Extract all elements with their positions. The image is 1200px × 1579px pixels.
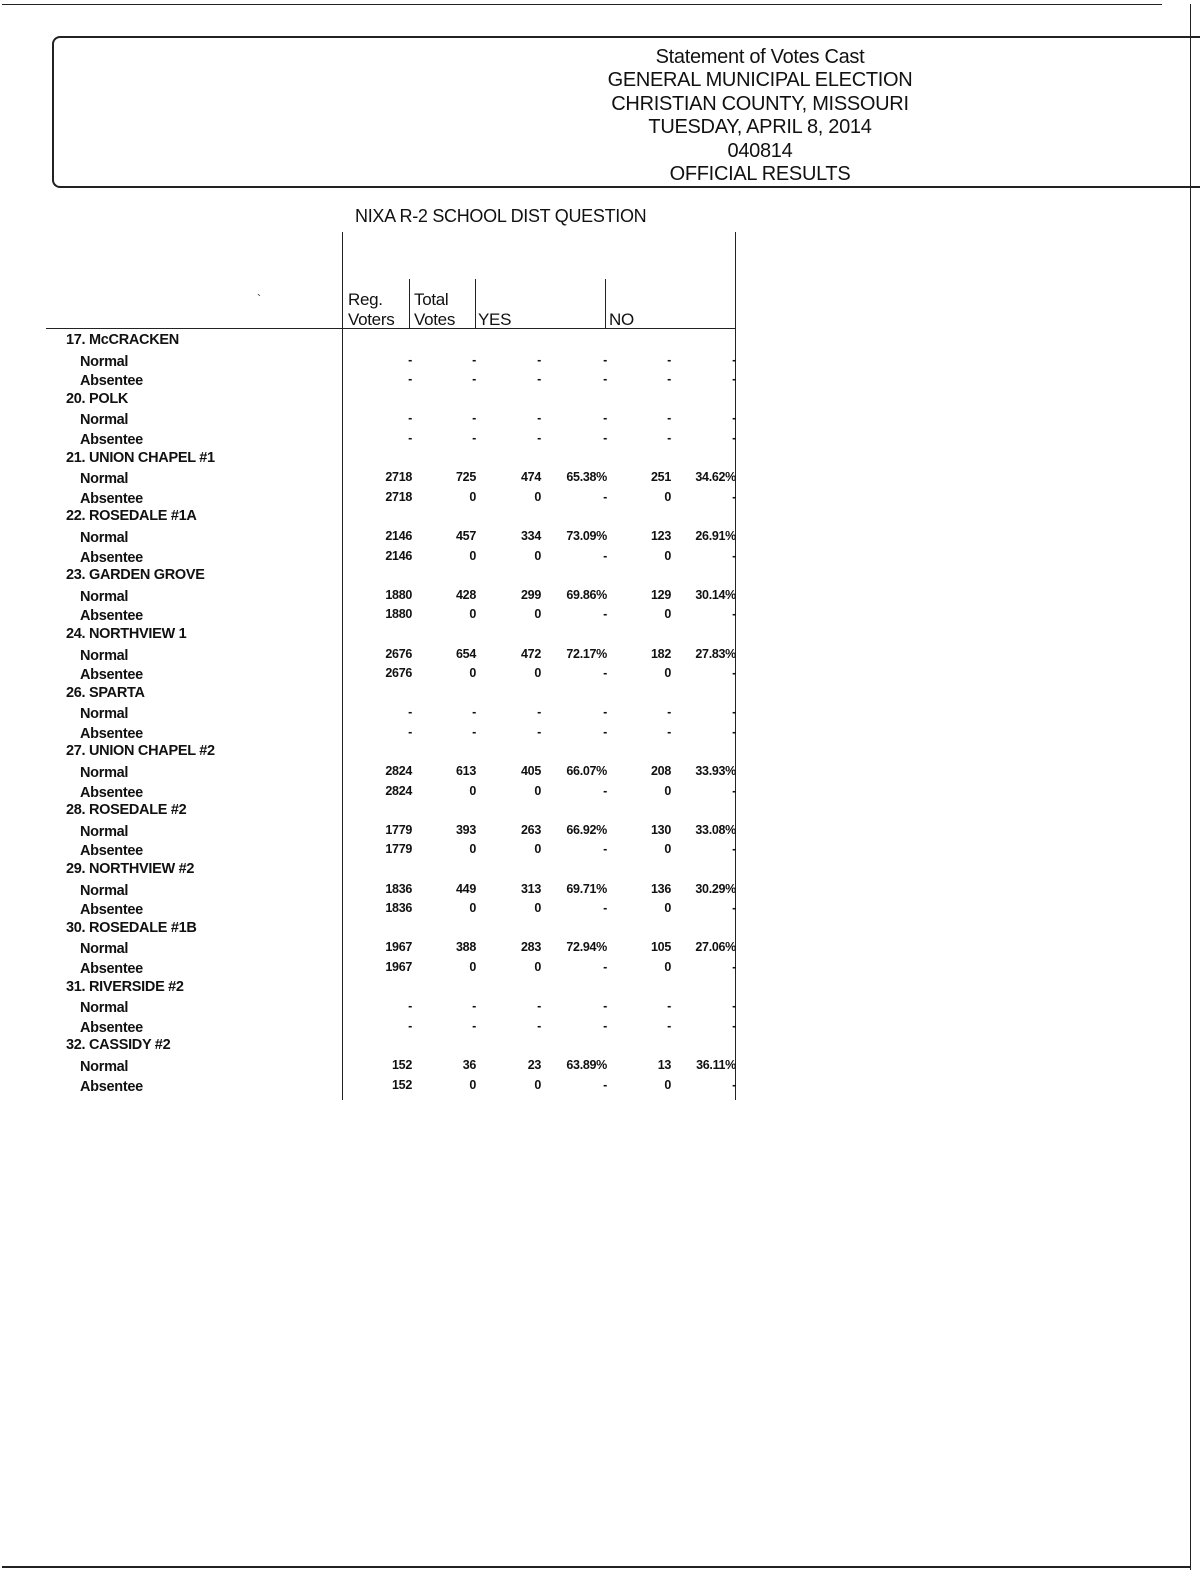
- normal-label: Normal: [80, 706, 129, 723]
- cell-no-votes: 129: [651, 587, 671, 602]
- absentee-row: [0, 664, 760, 684]
- precinct-name: 26. SPARTA: [66, 684, 145, 701]
- cell-yes-votes: 0: [534, 607, 541, 622]
- cell-no-percent: 33.93%: [695, 764, 736, 779]
- cell-no-votes: 0: [664, 666, 671, 681]
- cell-yes-percent: 73.09%: [566, 528, 607, 543]
- precinct-name: 31. RIVERSIDE #2: [66, 978, 184, 995]
- absentee-label: Absentee: [80, 608, 143, 625]
- normal-row: [0, 821, 760, 841]
- absentee-row: [0, 370, 760, 390]
- absentee-label: Absentee: [80, 373, 143, 390]
- normal-row: [0, 703, 760, 723]
- cell-no-votes: 251: [651, 470, 671, 485]
- cell-no-percent: -: [732, 724, 736, 739]
- cell-yes-votes: -: [537, 724, 541, 739]
- absentee-row: [0, 958, 760, 978]
- column-divider-reg: [409, 279, 410, 329]
- absentee-label: Absentee: [80, 667, 143, 684]
- column-header-reg-line1: Reg.: [348, 290, 383, 309]
- cell-total-votes: 388: [456, 940, 476, 955]
- cell-yes-votes: 0: [534, 783, 541, 798]
- cell-yes-votes: 0: [534, 666, 541, 681]
- cell-no-percent: -: [732, 411, 736, 426]
- page-right-border: [1190, 4, 1191, 1570]
- precinct-name: 30. ROSEDALE #1B: [66, 919, 197, 936]
- cell-reg-voters: 2718: [385, 470, 412, 485]
- cell-total-votes: 613: [456, 764, 476, 779]
- cell-yes-votes: 0: [534, 548, 541, 563]
- cell-no-votes: 130: [651, 822, 671, 837]
- cell-reg-voters: 2824: [385, 764, 412, 779]
- cell-yes-percent: 63.89%: [566, 1057, 607, 1072]
- absentee-label: Absentee: [80, 725, 143, 742]
- cell-no-votes: -: [667, 999, 671, 1014]
- cell-no-votes: 0: [664, 842, 671, 857]
- cell-no-percent: -: [732, 842, 736, 857]
- cell-no-percent: 26.91%: [695, 528, 736, 543]
- precinct-name: 23. GARDEN GROVE: [66, 567, 205, 584]
- cell-no-percent: -: [732, 999, 736, 1014]
- absentee-row: [0, 899, 760, 919]
- cell-no-percent: -: [732, 705, 736, 720]
- column-header-reg-voters: [348, 290, 394, 330]
- cell-no-votes: 136: [651, 881, 671, 896]
- cell-no-votes: -: [667, 411, 671, 426]
- cell-no-votes: 13: [657, 1057, 671, 1072]
- cell-no-percent: -: [732, 372, 736, 387]
- normal-row: [0, 938, 760, 958]
- cell-reg-voters: 2146: [385, 548, 412, 563]
- absentee-label: Absentee: [80, 902, 143, 919]
- cell-no-percent: -: [732, 352, 736, 367]
- cell-total-votes: 449: [456, 881, 476, 896]
- cell-reg-voters: 2718: [385, 489, 412, 504]
- cell-yes-votes: -: [537, 430, 541, 445]
- cell-total-votes: 36: [462, 1057, 476, 1072]
- column-header-reg-line2: Voters: [348, 310, 395, 329]
- normal-row: [0, 527, 760, 547]
- cell-no-votes: 0: [664, 548, 671, 563]
- cell-yes-votes: 283: [521, 940, 541, 955]
- cell-total-votes: 428: [456, 587, 476, 602]
- normal-label: Normal: [80, 529, 129, 546]
- cell-no-votes: 0: [664, 783, 671, 798]
- cell-yes-votes: -: [537, 411, 541, 426]
- cell-reg-voters: 1880: [385, 607, 412, 622]
- precinct-row: [0, 801, 760, 821]
- precinct-row: [0, 1036, 760, 1056]
- cell-yes-votes: 23: [527, 1057, 541, 1072]
- cell-total-votes: 0: [469, 489, 476, 504]
- cell-total-votes: 457: [456, 528, 476, 543]
- absentee-label: Absentee: [80, 784, 143, 801]
- absentee-row: [0, 429, 760, 449]
- cell-yes-votes: 472: [521, 646, 541, 661]
- cell-yes-percent: -: [603, 705, 607, 720]
- cell-total-votes: 0: [469, 960, 476, 974]
- cell-reg-voters: -: [408, 372, 412, 387]
- normal-label: Normal: [80, 471, 129, 488]
- cell-yes-votes: 0: [534, 1077, 541, 1092]
- cell-yes-percent: -: [603, 372, 607, 387]
- precinct-name: 29. NORTHVIEW #2: [66, 861, 195, 878]
- normal-row: [0, 645, 760, 665]
- cell-total-votes: -: [472, 724, 476, 739]
- cell-total-votes: 725: [456, 470, 476, 485]
- precinct-row: [0, 507, 760, 527]
- cell-yes-percent: 66.92%: [566, 822, 607, 837]
- cell-reg-voters: -: [408, 1018, 412, 1033]
- cell-yes-votes: 0: [534, 489, 541, 504]
- page-bottom-border: [2, 1566, 1190, 1568]
- absentee-row: [0, 1017, 760, 1037]
- cell-total-votes: -: [472, 1018, 476, 1033]
- cell-reg-voters: -: [408, 705, 412, 720]
- cell-reg-voters: -: [408, 430, 412, 445]
- absentee-label: Absentee: [80, 1019, 143, 1036]
- cell-yes-percent: -: [603, 1018, 607, 1033]
- cell-no-votes: 182: [651, 646, 671, 661]
- precinct-row: [0, 449, 760, 469]
- normal-label: Normal: [80, 1058, 129, 1075]
- cell-total-votes: -: [472, 411, 476, 426]
- cell-yes-votes: -: [537, 999, 541, 1014]
- normal-label: Normal: [80, 882, 129, 899]
- column-header-no: NO: [609, 310, 634, 329]
- cell-yes-percent: -: [603, 999, 607, 1014]
- column-header-total-line1: Total: [414, 290, 449, 309]
- cell-yes-votes: 0: [534, 901, 541, 916]
- precinct-name: 28. ROSEDALE #2: [66, 802, 187, 819]
- cell-yes-percent: -: [603, 724, 607, 739]
- cell-no-percent: 33.08%: [695, 822, 736, 837]
- cell-total-votes: 0: [469, 607, 476, 622]
- precinct-name: 32. CASSIDY #2: [66, 1037, 171, 1054]
- cell-yes-votes: 0: [534, 842, 541, 857]
- cell-no-votes: 0: [664, 901, 671, 916]
- cell-yes-votes: -: [537, 372, 541, 387]
- cell-yes-votes: 405: [521, 764, 541, 779]
- cell-total-votes: 0: [469, 548, 476, 563]
- header-line-code: 040814: [727, 139, 793, 162]
- cell-reg-voters: 1880: [385, 587, 412, 602]
- cell-no-votes: 0: [664, 607, 671, 622]
- cell-total-votes: 0: [469, 842, 476, 857]
- cell-no-percent: -: [732, 548, 736, 563]
- cell-no-votes: 0: [664, 960, 671, 974]
- cell-no-percent: -: [732, 1018, 736, 1033]
- cell-yes-percent: 72.17%: [566, 646, 607, 661]
- cell-no-percent: 34.62%: [695, 470, 736, 485]
- precinct-row: [0, 860, 760, 880]
- normal-row: [0, 880, 760, 900]
- precinct-name: 20. POLK: [66, 390, 129, 407]
- normal-label: Normal: [80, 353, 129, 370]
- cell-reg-voters: 2824: [385, 783, 412, 798]
- column-divider-total: [475, 279, 476, 329]
- cell-yes-votes: -: [537, 705, 541, 720]
- report-header: [560, 46, 960, 186]
- cell-yes-percent: -: [603, 548, 607, 563]
- normal-row: [0, 762, 760, 782]
- precinct-name: 24. NORTHVIEW 1: [66, 625, 187, 642]
- cell-yes-percent: -: [603, 430, 607, 445]
- cell-yes-percent: -: [603, 901, 607, 916]
- cell-yes-percent: -: [603, 960, 607, 974]
- cell-reg-voters: -: [408, 724, 412, 739]
- precinct-row: [0, 625, 760, 645]
- cell-no-percent: -: [732, 783, 736, 798]
- absentee-label: Absentee: [80, 431, 143, 448]
- cell-yes-percent: -: [603, 411, 607, 426]
- cell-yes-votes: 334: [521, 528, 541, 543]
- absentee-label: Absentee: [80, 549, 143, 566]
- cell-no-percent: -: [732, 1077, 736, 1092]
- cell-no-votes: -: [667, 372, 671, 387]
- cell-reg-voters: 1779: [385, 822, 412, 837]
- cell-total-votes: -: [472, 999, 476, 1014]
- cell-no-percent: -: [732, 960, 736, 974]
- cell-total-votes: 0: [469, 666, 476, 681]
- precinct-row: [0, 566, 760, 586]
- cell-yes-votes: -: [537, 1018, 541, 1033]
- cell-reg-voters: 1836: [385, 901, 412, 916]
- results-table: [0, 331, 760, 1095]
- cell-no-votes: -: [667, 724, 671, 739]
- cell-reg-voters: 152: [392, 1057, 412, 1072]
- precinct-row: [0, 331, 760, 351]
- header-line-election: GENERAL MUNICIPAL ELECTION: [607, 69, 913, 92]
- cell-no-votes: 208: [651, 764, 671, 779]
- stray-mark: `: [257, 292, 261, 306]
- cell-no-votes: -: [667, 705, 671, 720]
- normal-row: [0, 1056, 760, 1076]
- cell-yes-percent: -: [603, 666, 607, 681]
- cell-reg-voters: 2676: [385, 666, 412, 681]
- cell-no-percent: -: [732, 489, 736, 504]
- absentee-label: Absentee: [80, 961, 143, 977]
- precinct-name: 22. ROSEDALE #1A: [66, 508, 197, 525]
- normal-row: [0, 586, 760, 606]
- normal-label: Normal: [80, 647, 129, 664]
- precinct-name: 21. UNION CHAPEL #1: [66, 449, 215, 466]
- cell-yes-votes: 313: [521, 881, 541, 896]
- cell-total-votes: 654: [456, 646, 476, 661]
- cell-yes-percent: -: [603, 842, 607, 857]
- cell-no-votes: 105: [651, 940, 671, 955]
- cell-total-votes: 0: [469, 1077, 476, 1092]
- cell-no-votes: 0: [664, 489, 671, 504]
- header-line-status: OFFICIAL RESULTS: [669, 163, 851, 186]
- cell-no-percent: 30.14%: [695, 587, 736, 602]
- absentee-label: Absentee: [80, 1078, 143, 1095]
- cell-no-percent: 27.06%: [695, 940, 736, 955]
- absentee-label: Absentee: [80, 843, 143, 860]
- absentee-row: [0, 547, 760, 567]
- precinct-row: [0, 742, 760, 762]
- cell-no-votes: 123: [651, 528, 671, 543]
- cell-no-votes: 0: [664, 1077, 671, 1092]
- normal-label: Normal: [80, 823, 129, 840]
- cell-total-votes: 0: [469, 901, 476, 916]
- cell-reg-voters: 1836: [385, 881, 412, 896]
- cell-yes-votes: 263: [521, 822, 541, 837]
- cell-yes-votes: 299: [521, 587, 541, 602]
- cell-yes-votes: 474: [521, 470, 541, 485]
- cell-total-votes: -: [472, 430, 476, 445]
- column-divider-yes: [605, 279, 606, 329]
- cell-reg-voters: 152: [392, 1077, 412, 1092]
- cell-no-percent: -: [732, 666, 736, 681]
- cell-reg-voters: 2146: [385, 528, 412, 543]
- cell-no-percent: -: [732, 607, 736, 622]
- contest-title: NIXA R-2 SCHOOL DIST QUESTION: [355, 206, 647, 226]
- cell-no-percent: -: [732, 430, 736, 445]
- precinct-row: [0, 978, 760, 998]
- cell-yes-percent: -: [603, 783, 607, 798]
- normal-row: [0, 468, 760, 488]
- normal-row: [0, 409, 760, 429]
- cell-reg-voters: 1967: [385, 940, 412, 955]
- absentee-row: [0, 840, 760, 860]
- normal-row: [0, 997, 760, 1017]
- absentee-row: [0, 1076, 760, 1096]
- precinct-row: [0, 390, 760, 410]
- cell-yes-percent: 69.71%: [566, 881, 607, 896]
- cell-reg-voters: 1779: [385, 842, 412, 857]
- cell-total-votes: 0: [469, 783, 476, 798]
- cell-yes-percent: -: [603, 1077, 607, 1092]
- absentee-row: [0, 605, 760, 625]
- page-top-border: [2, 4, 1162, 5]
- normal-label: Normal: [80, 588, 129, 605]
- cell-yes-percent: -: [603, 352, 607, 367]
- precinct-name: 27. UNION CHAPEL #2: [66, 743, 215, 760]
- cell-yes-percent: -: [603, 607, 607, 622]
- normal-label: Normal: [80, 1000, 129, 1017]
- precinct-row: [0, 919, 760, 939]
- column-header-total-votes: [414, 290, 455, 330]
- cell-no-votes: -: [667, 352, 671, 367]
- cell-yes-percent: 72.94%: [566, 940, 607, 955]
- cell-total-votes: -: [472, 372, 476, 387]
- normal-label: Normal: [80, 941, 129, 958]
- cell-no-percent: 27.83%: [695, 646, 736, 661]
- cell-no-votes: -: [667, 1018, 671, 1033]
- cell-yes-votes: 0: [534, 960, 541, 974]
- cell-no-percent: 30.29%: [695, 881, 736, 896]
- header-line-date: TUESDAY, APRIL 8, 2014: [648, 116, 872, 139]
- column-header-total-line2: Votes: [414, 310, 456, 329]
- cell-reg-voters: -: [408, 411, 412, 426]
- cell-reg-voters: -: [408, 999, 412, 1014]
- precinct-row: [0, 684, 760, 704]
- normal-label: Normal: [80, 412, 129, 429]
- cell-yes-percent: 69.86%: [566, 587, 607, 602]
- absentee-label: Absentee: [80, 490, 143, 507]
- cell-yes-percent: 65.38%: [566, 470, 607, 485]
- absentee-row: [0, 488, 760, 508]
- cell-reg-voters: 2676: [385, 646, 412, 661]
- precinct-name: 17. McCRACKEN: [66, 332, 179, 348]
- cell-total-votes: -: [472, 705, 476, 720]
- cell-yes-percent: -: [603, 489, 607, 504]
- normal-row: [0, 351, 760, 371]
- cell-yes-percent: 66.07%: [566, 764, 607, 779]
- cell-reg-voters: -: [408, 352, 412, 367]
- normal-label: Normal: [80, 765, 129, 782]
- absentee-row: [0, 723, 760, 743]
- absentee-row: [0, 782, 760, 802]
- cell-no-percent: -: [732, 901, 736, 916]
- cell-reg-voters: 1967: [385, 960, 412, 974]
- cell-yes-votes: -: [537, 352, 541, 367]
- header-line-county: CHRISTIAN COUNTY, MISSOURI: [611, 92, 909, 115]
- cell-total-votes: 393: [456, 822, 476, 837]
- cell-no-votes: -: [667, 430, 671, 445]
- cell-no-percent: 36.11%: [696, 1057, 736, 1072]
- column-header-yes: YES: [478, 310, 512, 329]
- header-line-title: Statement of Votes Cast: [655, 46, 865, 68]
- cell-total-votes: -: [472, 352, 476, 367]
